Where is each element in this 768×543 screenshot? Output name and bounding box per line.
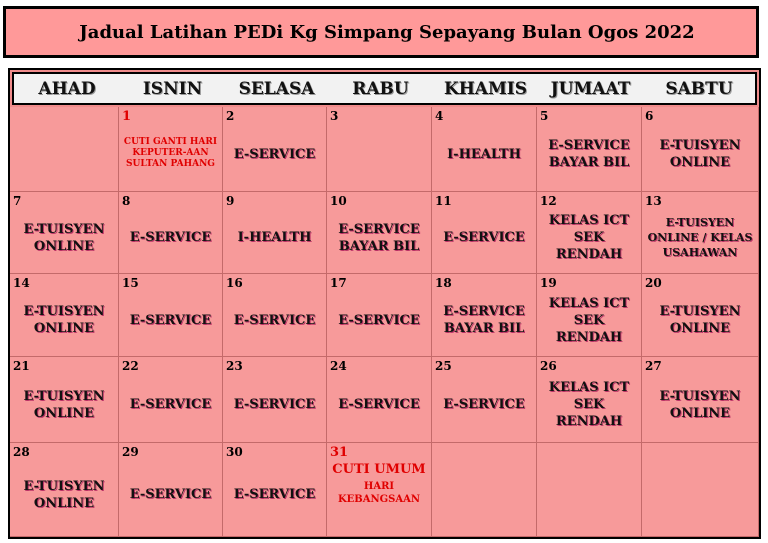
- day-number: 2: [226, 109, 235, 123]
- calendar-cell: [10, 443, 119, 537]
- activity-label: E-SERVICE BAYAR BIL: [443, 304, 525, 336]
- calendar-cell: [223, 192, 327, 274]
- calendar-cell: [119, 192, 223, 274]
- activity-label: E-SERVICE: [443, 397, 525, 412]
- activity-label: E-SERVICE: [233, 487, 316, 502]
- activity-label: E-TUISYEN ONLINE: [659, 388, 741, 421]
- calendar-cell: [537, 274, 642, 357]
- activity-label: E-SERVICE: [233, 146, 316, 162]
- calendar-cell: [642, 274, 759, 357]
- activity-label: E-SERVICE: [129, 230, 212, 245]
- activity-label: E-SERVICE: [129, 397, 212, 412]
- weekday-sabtu: SABTU: [665, 78, 733, 99]
- calendar: [8, 68, 761, 539]
- calendar-cell: [223, 357, 327, 443]
- day-number: 4: [435, 109, 444, 123]
- calendar-cell: [119, 107, 223, 192]
- weekday-jumaat: JUMAAT: [550, 78, 631, 99]
- activity-label: E-TUISYEN ONLINE: [23, 388, 105, 421]
- activity-label: [327, 107, 431, 191]
- calendar-cell: [119, 443, 223, 537]
- activity-label: E-TUISYEN ONLINE: [659, 304, 741, 336]
- calendar-cell: [327, 357, 432, 443]
- day-number: 13: [645, 194, 662, 208]
- calendar-cell: [10, 274, 119, 357]
- activity-label: E-SERVICE BAYAR BIL: [548, 138, 630, 170]
- calendar-cell: [642, 192, 759, 274]
- day-number: 21: [13, 359, 30, 373]
- day-number: 25: [435, 359, 452, 373]
- calendar-cell: [432, 192, 537, 274]
- activity-label: I-HEALTH: [447, 146, 521, 162]
- activity-label: [10, 107, 118, 191]
- activity-label: E-TUISYEN ONLINE / KELAS USAHAWAN: [647, 216, 753, 259]
- day-number: 19: [540, 276, 557, 290]
- calendar-cell: [327, 107, 432, 192]
- activity-label: KELAS ICT SEK RENDAH: [548, 295, 630, 345]
- calendar-cell: [223, 107, 327, 192]
- day-number: 31: [330, 445, 349, 460]
- day-number: 12: [540, 194, 557, 208]
- day-number: 6: [645, 109, 654, 123]
- holiday-label: CUTI GANTI HARI KEPUTER-AAN SULTAN PAHANG: [123, 136, 218, 169]
- day-number: 26: [540, 359, 557, 373]
- activity-label: E-SERVICE: [338, 397, 420, 412]
- weekday-selasa: SELASA: [238, 78, 315, 99]
- activity-label: KELAS ICT SEK RENDAH: [548, 213, 630, 262]
- weekday-khamis: KHAMIS: [443, 78, 528, 99]
- calendar-cell: [432, 107, 537, 192]
- activity-label: KELAS ICT SEK RENDAH: [548, 380, 630, 429]
- title-banner: [3, 6, 759, 58]
- holiday-label: [327, 443, 431, 536]
- calendar-cell: [642, 357, 759, 443]
- calendar-cell: [642, 443, 759, 537]
- activity-label: E-SERVICE: [233, 397, 316, 412]
- activity-label: E-SERVICE: [129, 312, 212, 328]
- calendar-cell: [223, 274, 327, 357]
- weekday-ahad: AHAD: [38, 78, 96, 99]
- day-number: 11: [435, 194, 452, 208]
- holiday-subtitle: HARI KEBANGSAAN: [337, 481, 421, 505]
- calendar-cell: [223, 443, 327, 537]
- day-number: 9: [226, 194, 235, 208]
- activity-label: [537, 443, 641, 536]
- day-number: 18: [435, 276, 452, 290]
- calendar-grid: [10, 107, 759, 537]
- day-number: 14: [13, 276, 30, 290]
- activity-label: E-SERVICE: [443, 230, 525, 245]
- calendar-cell: [327, 192, 432, 274]
- activity-label: E-SERVICE: [338, 312, 420, 328]
- day-number: 10: [330, 194, 347, 208]
- activity-label: E-TUISYEN ONLINE: [23, 478, 105, 511]
- activity-label: [432, 443, 536, 536]
- page-title: Jadual Latihan PEDi Kg Simpang Sepayang Bulan Ogos 2022: [79, 21, 695, 43]
- calendar-cell: [327, 274, 432, 357]
- activity-label: E-TUISYEN ONLINE: [659, 138, 741, 170]
- weekday-isnin: ISNIN: [142, 78, 203, 99]
- holiday-title: CUTI UMUM: [332, 462, 426, 477]
- activity-label: E-SERVICE BAYAR BIL: [338, 221, 420, 254]
- calendar-cell: [537, 107, 642, 192]
- calendar-cell: [119, 274, 223, 357]
- activity-label: E-TUISYEN ONLINE: [23, 304, 105, 336]
- calendar-cell: [537, 357, 642, 443]
- day-number: 22: [122, 359, 139, 373]
- activity-label: I-HEALTH: [237, 230, 312, 245]
- weekday-rabu: RABU: [352, 78, 409, 99]
- activity-label: E-TUISYEN ONLINE: [23, 221, 105, 254]
- calendar-cell: [10, 357, 119, 443]
- calendar-cell: [119, 357, 223, 443]
- calendar-cell: [432, 443, 537, 537]
- day-number: 15: [122, 276, 139, 290]
- day-number: 1: [122, 109, 132, 124]
- calendar-cell: [537, 192, 642, 274]
- calendar-cell: [432, 357, 537, 443]
- activity-label: E-SERVICE: [129, 487, 212, 502]
- day-number: 23: [226, 359, 243, 373]
- day-number: 29: [122, 445, 139, 459]
- activity-label: E-SERVICE: [233, 312, 316, 328]
- day-number: 24: [330, 359, 347, 373]
- weekday-header: [12, 72, 757, 105]
- activity-label: [642, 443, 758, 536]
- day-number: 28: [13, 445, 30, 459]
- calendar-cell: [327, 443, 432, 537]
- calendar-cell: [10, 192, 119, 274]
- day-number: 3: [330, 109, 339, 123]
- day-number: 5: [540, 109, 549, 123]
- day-number: 16: [226, 276, 243, 290]
- day-number: 17: [330, 276, 347, 290]
- day-number: 30: [226, 445, 243, 459]
- calendar-cell: [432, 274, 537, 357]
- day-number: 20: [645, 276, 662, 290]
- calendar-cell: [10, 107, 119, 192]
- calendar-cell: [642, 107, 759, 192]
- day-number: 27: [645, 359, 662, 373]
- day-number: 7: [13, 194, 22, 208]
- day-number: 8: [122, 194, 131, 208]
- calendar-cell: [537, 443, 642, 537]
